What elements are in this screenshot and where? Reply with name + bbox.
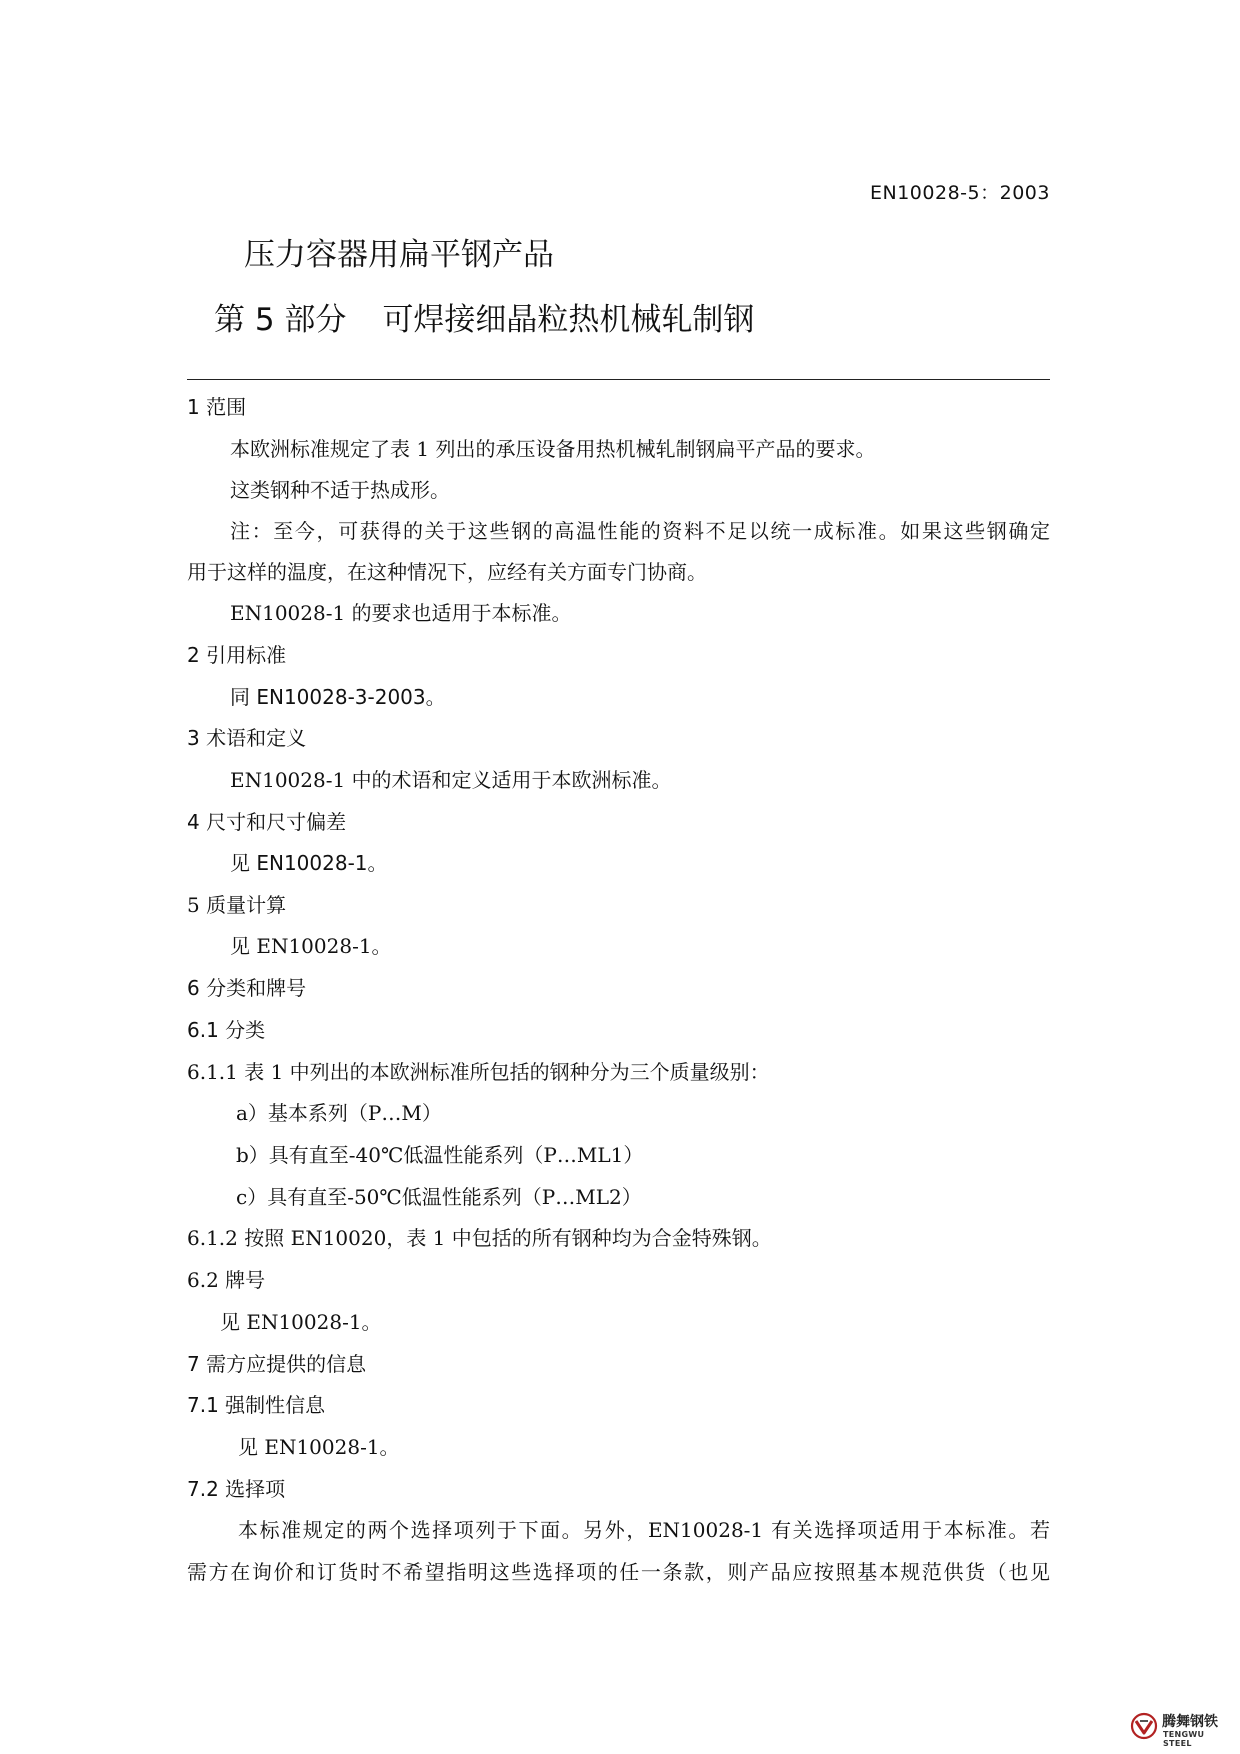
section-6-2-heading: 6.2 牌号 [187, 1268, 266, 1292]
section-3-heading: 3 术语和定义 [187, 726, 307, 750]
section-1-note: 注：至今，可获得的关于这些钢的高温性能的资料不足以统一成标准。如果这些钢确定 [230, 519, 1050, 543]
section-5-heading: 5 质量计算 [187, 893, 287, 917]
section-7-1-heading: 7.1 强制性信息 [187, 1393, 326, 1417]
list-item-b: b）具有直至-40℃低温性能系列（P…ML1） [236, 1143, 644, 1167]
section-7-2-heading: 7.2 选择项 [187, 1477, 286, 1501]
part-number: 第 5 部分 [214, 302, 347, 338]
section-1-paragraph: 本欧洲标准规定了表 1 列出的承压设备用热机械轧制钢扁平产品的要求。 [230, 437, 876, 461]
section-2-paragraph: 同 EN10028-3-2003。 [230, 685, 446, 709]
clause-6-1-2: 6.1.2 按照 EN10020，表 1 中包括的所有钢种均为合金特殊钢。 [187, 1226, 772, 1250]
section-3-paragraph: EN10028-1 中的术语和定义适用于本欧洲标准。 [230, 768, 672, 792]
section-6-2-paragraph: 见 EN10028-1。 [220, 1310, 382, 1334]
clause-6-1-1: 6.1.1 表 1 中列出的本欧洲标准所包括的钢种分为三个质量级别： [187, 1060, 770, 1084]
company-logo [1130, 1710, 1235, 1748]
section-7-1-paragraph: 见 EN10028-1。 [238, 1435, 400, 1459]
section-7-2-paragraph: 本标准规定的两个选择项列于下面。另外，EN10028-1 有关选择项适用于本标准。若 [238, 1518, 1050, 1542]
section-4-heading: 4 尺寸和尺寸偏差 [187, 810, 347, 834]
section-2-heading: 2 引用标准 [187, 643, 287, 667]
title-divider [187, 379, 1050, 380]
logo-name-cn: 腾舞钢铁 [1162, 1714, 1218, 1730]
tengwu-logo-icon [1130, 1712, 1158, 1740]
logo-name-en: TENGWU STEEL [1163, 1730, 1205, 1748]
section-6-1-heading: 6.1 分类 [187, 1018, 266, 1042]
section-1-paragraph: 这类钢种不适于热成形。 [230, 478, 450, 502]
section-7-2-paragraph-continued: 需方在询价和订货时不希望指明这些选择项的任一条款，则产品应按照基本规范供货（也见 [187, 1560, 1050, 1584]
section-1-note-continued: 用于这样的温度，在这种情况下，应经有关方面专门协商。 [187, 560, 707, 584]
section-4-paragraph: 见 EN10028-1。 [230, 851, 388, 875]
standard-number: EN10028-5：2003 [870, 182, 1050, 204]
section-1-heading: 1 范围 [187, 395, 247, 419]
document-title: 压力容器用扁平钢产品 [244, 237, 554, 273]
list-item-a: a）基本系列（P…M） [236, 1101, 442, 1125]
list-item-c: c）具有直至-50℃低温性能系列（P…ML2） [236, 1185, 642, 1209]
document-subtitle [214, 294, 754, 339]
part-name: 可焊接细晶粒热机械轧制钢 [382, 302, 755, 338]
section-7-heading: 7 需方应提供的信息 [187, 1352, 367, 1376]
section-5-paragraph: 见 EN10028-1。 [230, 934, 392, 958]
section-6-heading: 6 分类和牌号 [187, 976, 307, 1000]
section-1-paragraph: EN10028-1 的要求也适用于本标准。 [230, 601, 572, 625]
